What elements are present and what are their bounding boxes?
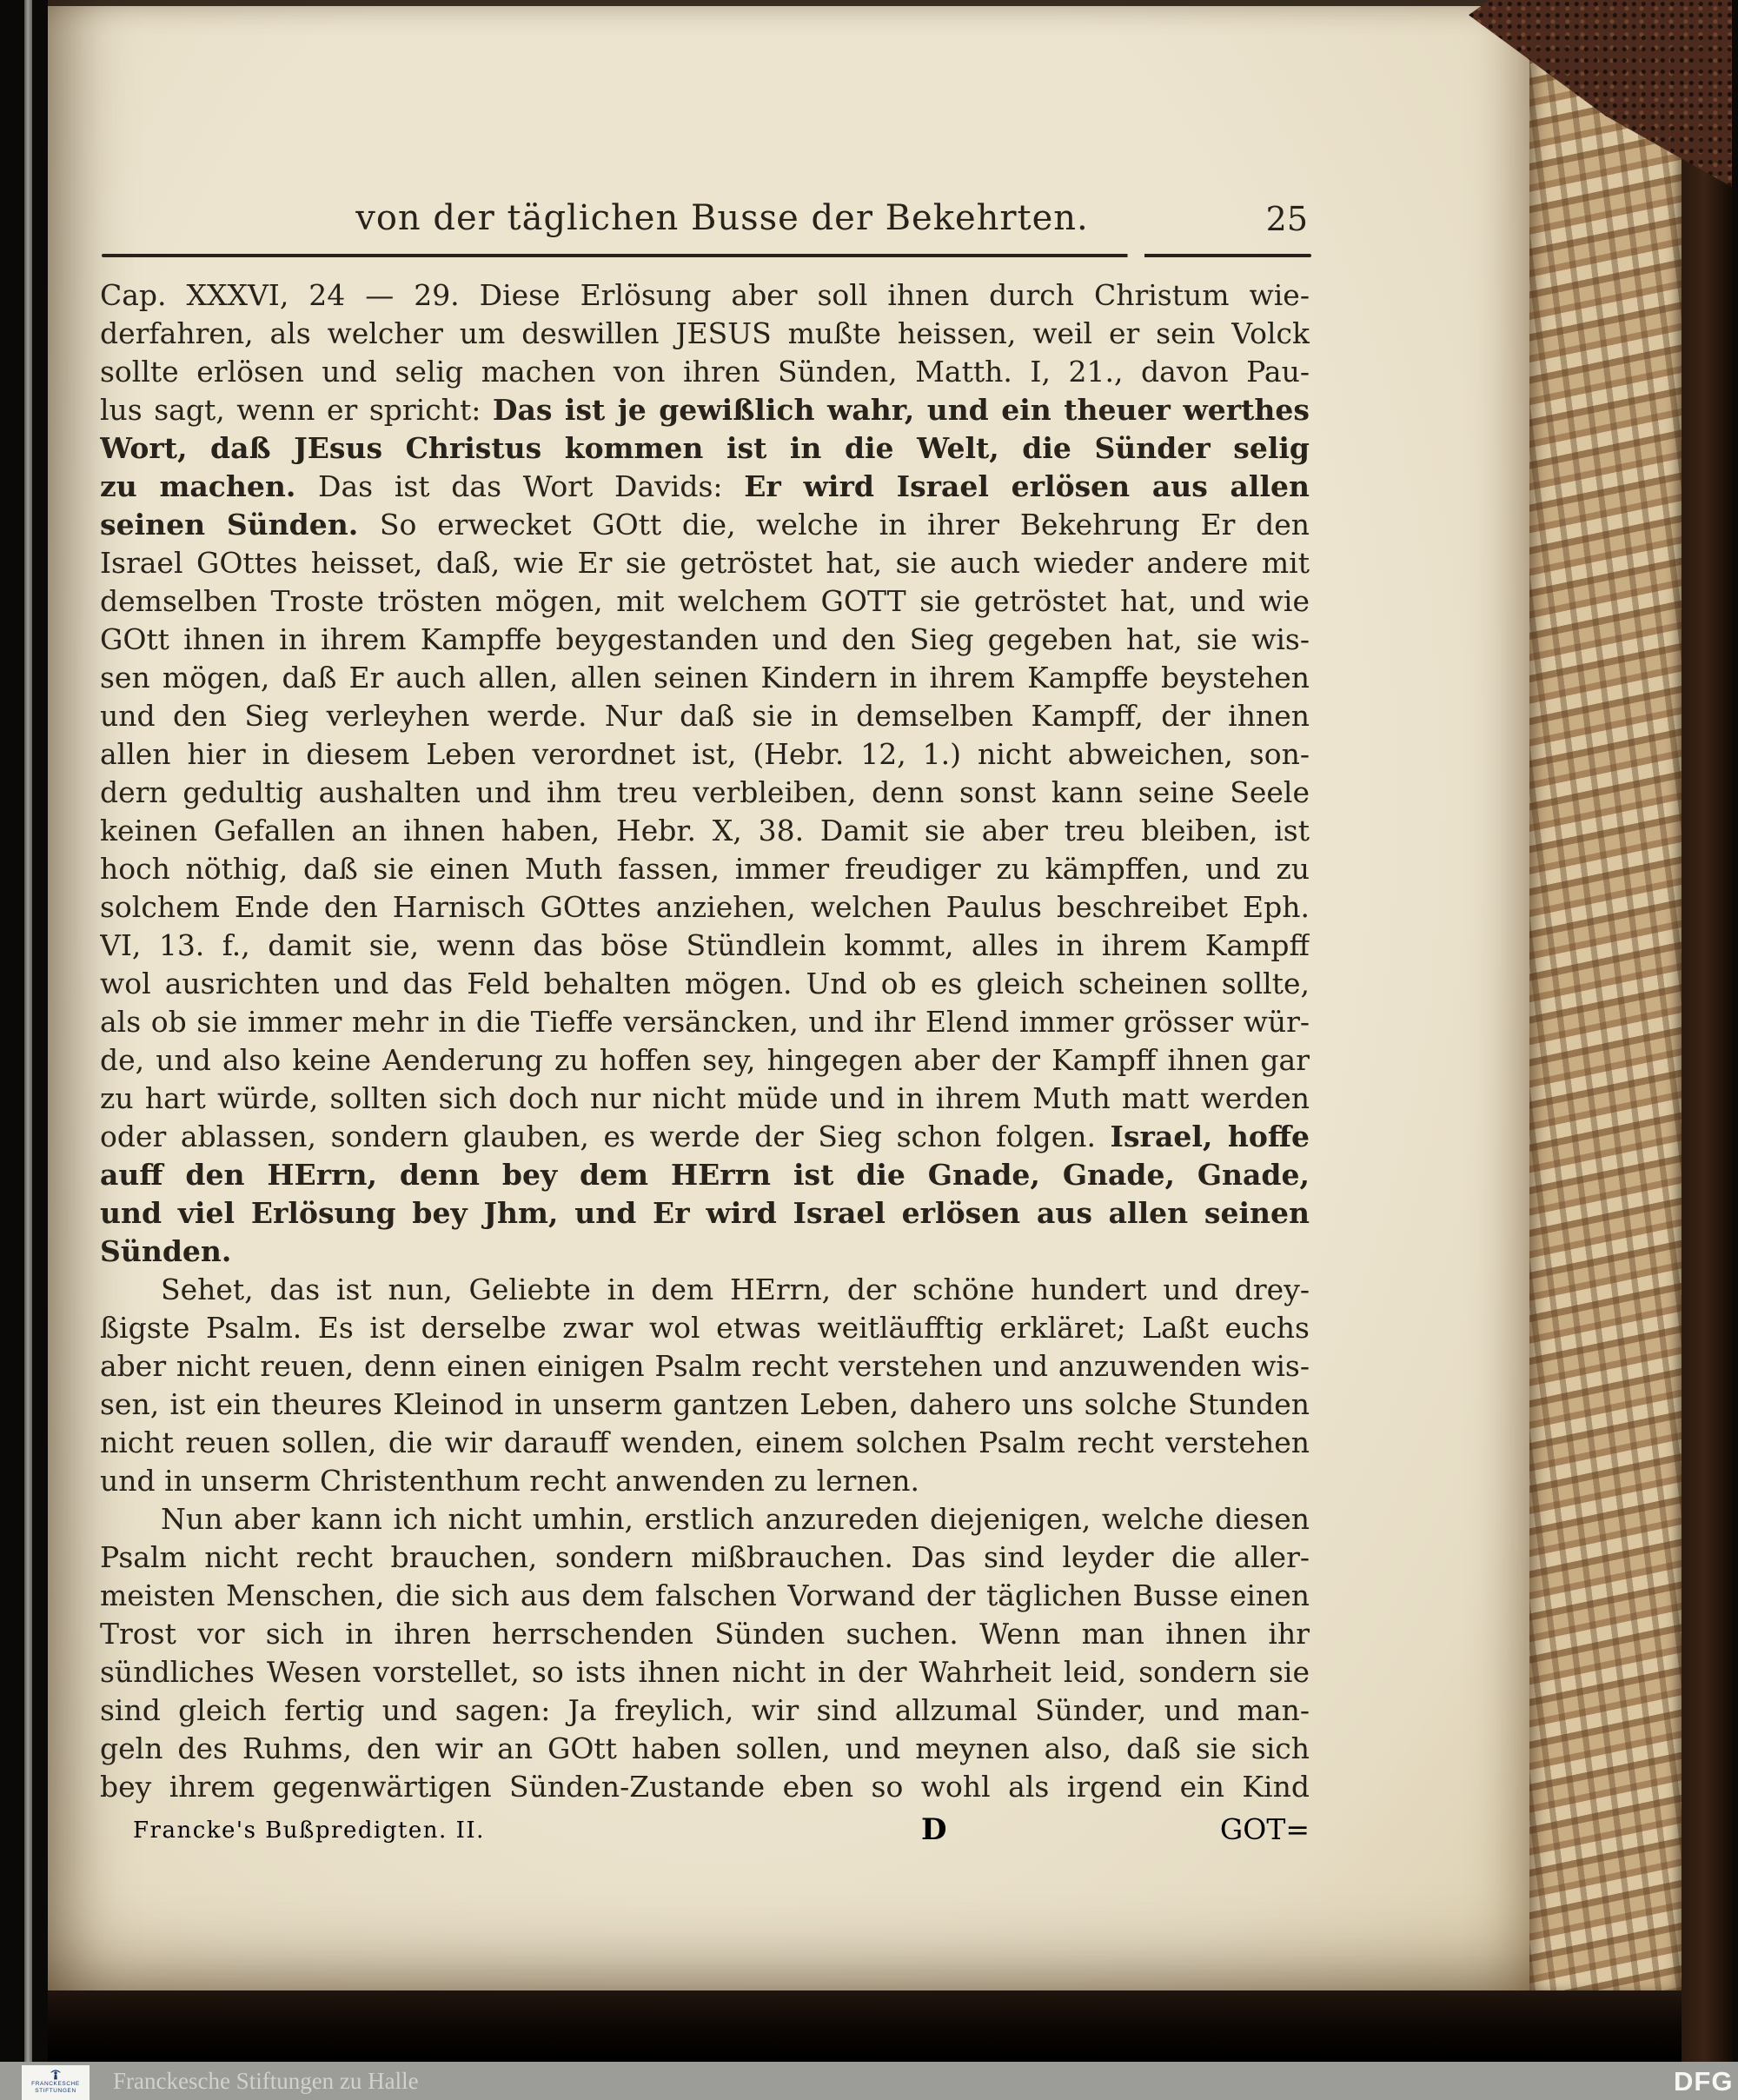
text-line: Nun aber kann ich nicht umhin, erstlich anzureden diejenigen, welche diesen bbox=[161, 1502, 1310, 1536]
text-line: Wort, daß JEsus Christus kommen ist in die Welt, die Sünder selig bbox=[100, 431, 1310, 465]
scan-footer-bar bbox=[0, 2062, 1738, 2100]
running-title: von der täglichen Busse der Bekehrten. bbox=[355, 198, 1089, 238]
text-line: aber nicht reuen, denn einen einigen Psalm recht verstehen und anzuwenden wis- bbox=[100, 1349, 1310, 1383]
text-line: sen, ist ein theures Kleinod in unserm gantzen Leben, dahero uns solche Stunden bbox=[100, 1387, 1310, 1421]
scanner-cradle-edge bbox=[24, 0, 32, 2062]
marbled-fore-edge bbox=[1529, 0, 1682, 1990]
text-line: zu hart würde, sollten sich doch nur nicht müde und in ihrem Muth matt werden bbox=[100, 1081, 1310, 1115]
text-line: derfahren, als welcher um deswillen JESUS mußte heissen, weil er sein Volck bbox=[100, 316, 1310, 350]
text-line: Israel GOttes heisset, daß, wie Er sie getröstet hat, sie auch wieder andere mit bbox=[100, 546, 1310, 580]
library-logo-text-line2: STIFTUNGEN bbox=[35, 2087, 76, 2094]
text-line: Trost vor sich in ihren herrschenden Sünden suchen. Wenn man ihnen ihr bbox=[100, 1617, 1310, 1651]
printed-header bbox=[100, 198, 1310, 243]
printed-footer bbox=[100, 1812, 1310, 1847]
text-line: VI, 13. f., damit sie, wenn das böse Stündlein kommt, alles in ihrem Kampff bbox=[100, 928, 1310, 962]
text-line: Sehet, das ist nun, Geliebte in dem HErrn, der schöne hundert und drey- bbox=[161, 1273, 1310, 1306]
library-logo-text-line1: FRANCKESCHE bbox=[31, 2081, 80, 2087]
text-line: dern gedultig aushalten und ihm treu verbleiben, denn sonst kann seine Seele bbox=[100, 775, 1310, 809]
text-line: sen mögen, daß Er auch allen, allen seinen Kindern in ihrem Kampffe beystehen bbox=[100, 661, 1310, 694]
text-line: auff den HErrn, denn bey dem HErrn ist die Gnade, Gnade, Gnade, bbox=[100, 1158, 1310, 1192]
text-line: keinen Gefallen an ihnen haben, Hebr. X, 38. Damit sie aber treu bleiben, ist bbox=[100, 814, 1310, 847]
text-line: GOtt ihnen in ihrem Kampffe beygestanden und den Sieg gegeben hat, sie wis- bbox=[100, 622, 1310, 656]
library-logo-icon bbox=[49, 2067, 63, 2081]
text-line: sündliches Wesen vorstellet, so ists ihnen nicht in der Wahrheit leid, sondern sie bbox=[100, 1655, 1310, 1689]
leather-cover-edge bbox=[1682, 0, 1732, 2062]
franckesche-stiftungen-logo bbox=[22, 2065, 90, 2100]
text-line: bey ihrem gegenwärtigen Sünden-Zustande eben so wohl als irgend ein Kind bbox=[100, 1770, 1310, 1804]
header-rule bbox=[102, 254, 1311, 257]
text-line: lus sagt, wenn er spricht: Das ist je gewißlich wahr, und ein theuer werthes bbox=[100, 393, 1310, 427]
text-line: wol ausrichten und das Feld behalten mögen. Und ob es gleich scheinen sollte, bbox=[100, 967, 1310, 1000]
text-line: meisten Menschen, die sich aus dem falschen Vorwand der täglichen Busse einen bbox=[100, 1578, 1310, 1612]
text-line: und den Sieg verleyhen werde. Nur daß sie in demselben Kampff, der ihnen bbox=[100, 699, 1310, 733]
body-text bbox=[100, 276, 1310, 1806]
text-line: solchem Ende den Harnisch GOttes anziehen, welchen Paulus beschreibet Eph. bbox=[100, 890, 1310, 924]
text-line: Sünden. bbox=[100, 1234, 232, 1268]
text-line: geln des Ruhms, den wir an GOtt haben sollen, und meynen also, daß sie sich bbox=[100, 1731, 1310, 1765]
text-line: sind gleich fertig und sagen: Ja freylich, wir sind allzumal Sünder, und man- bbox=[100, 1693, 1310, 1727]
header-row bbox=[100, 198, 1310, 243]
text-line: und viel Erlösung bey Jhm, und Er wird Israel erlösen aus allen seinen bbox=[100, 1196, 1310, 1230]
text-line: hoch nöthig, daß sie einen Muth fassen, immer freudiger zu kämpffen, und zu bbox=[100, 852, 1310, 886]
text-line: Psalm nicht recht brauchen, sondern mißbrauchen. Das sind leyder die aller- bbox=[100, 1540, 1310, 1574]
text-line: de, und also keine Aenderung zu hoffen sey, hingegen aber der Kampff ihnen gar bbox=[100, 1043, 1310, 1077]
text-line: sollte erlösen und selig machen von ihren Sünden, Matth. I, 21., davon Pau- bbox=[100, 355, 1310, 389]
library-name: Franckesche Stiftungen zu Halle bbox=[113, 2068, 419, 2094]
text-line: oder ablassen, sondern glauben, es werde der Sieg schon folgen. Israel, hoffe bbox=[100, 1120, 1310, 1153]
text-line: als ob sie immer mehr in die Tieffe versäncken, und ihr Elend immer grösser wür- bbox=[100, 1005, 1310, 1039]
page-top-edge bbox=[48, 0, 1529, 6]
bottom-board-shadow bbox=[48, 1990, 1682, 2062]
text-line: zu machen. Das ist das Wort Davids: Er wird Israel erlösen aus allen bbox=[100, 469, 1310, 503]
footer-book-title: Francke's Bußpredigten. II. bbox=[133, 1818, 485, 1844]
text-line: und in unserm Christenthum recht anwenden zu lernen. bbox=[100, 1464, 919, 1498]
page-number: 25 bbox=[1265, 200, 1308, 238]
text-line: nicht reuen sollen, die wir darauff wenden, einem solchen Psalm recht verstehen bbox=[100, 1425, 1310, 1459]
text-line: Cap. XXXVI, 24 — 29. Diese Erlösung aber soll ihnen durch Christum wie- bbox=[100, 278, 1310, 312]
text-line: ßigste Psalm. Es ist derselbe zwar wol etwas weitläufftig erkläret; Laßt euchs bbox=[100, 1311, 1310, 1345]
text-line: seinen Sünden. So erwecket GOtt die, welche in ihrer Bekehrung Er den bbox=[100, 508, 1310, 542]
text-line: demselben Troste trösten mögen, mit welchem GOTT sie getröstet hat, und wie bbox=[100, 584, 1310, 618]
text-line: allen hier in diesem Leben verordnet ist, (Hebr. 12, 1.) nicht abweichen, son- bbox=[100, 737, 1310, 771]
gathering-signature: D bbox=[921, 1812, 947, 1847]
catchword: GOT= bbox=[1219, 1812, 1310, 1846]
dfg-logo: DFG bbox=[1674, 2066, 1734, 2097]
